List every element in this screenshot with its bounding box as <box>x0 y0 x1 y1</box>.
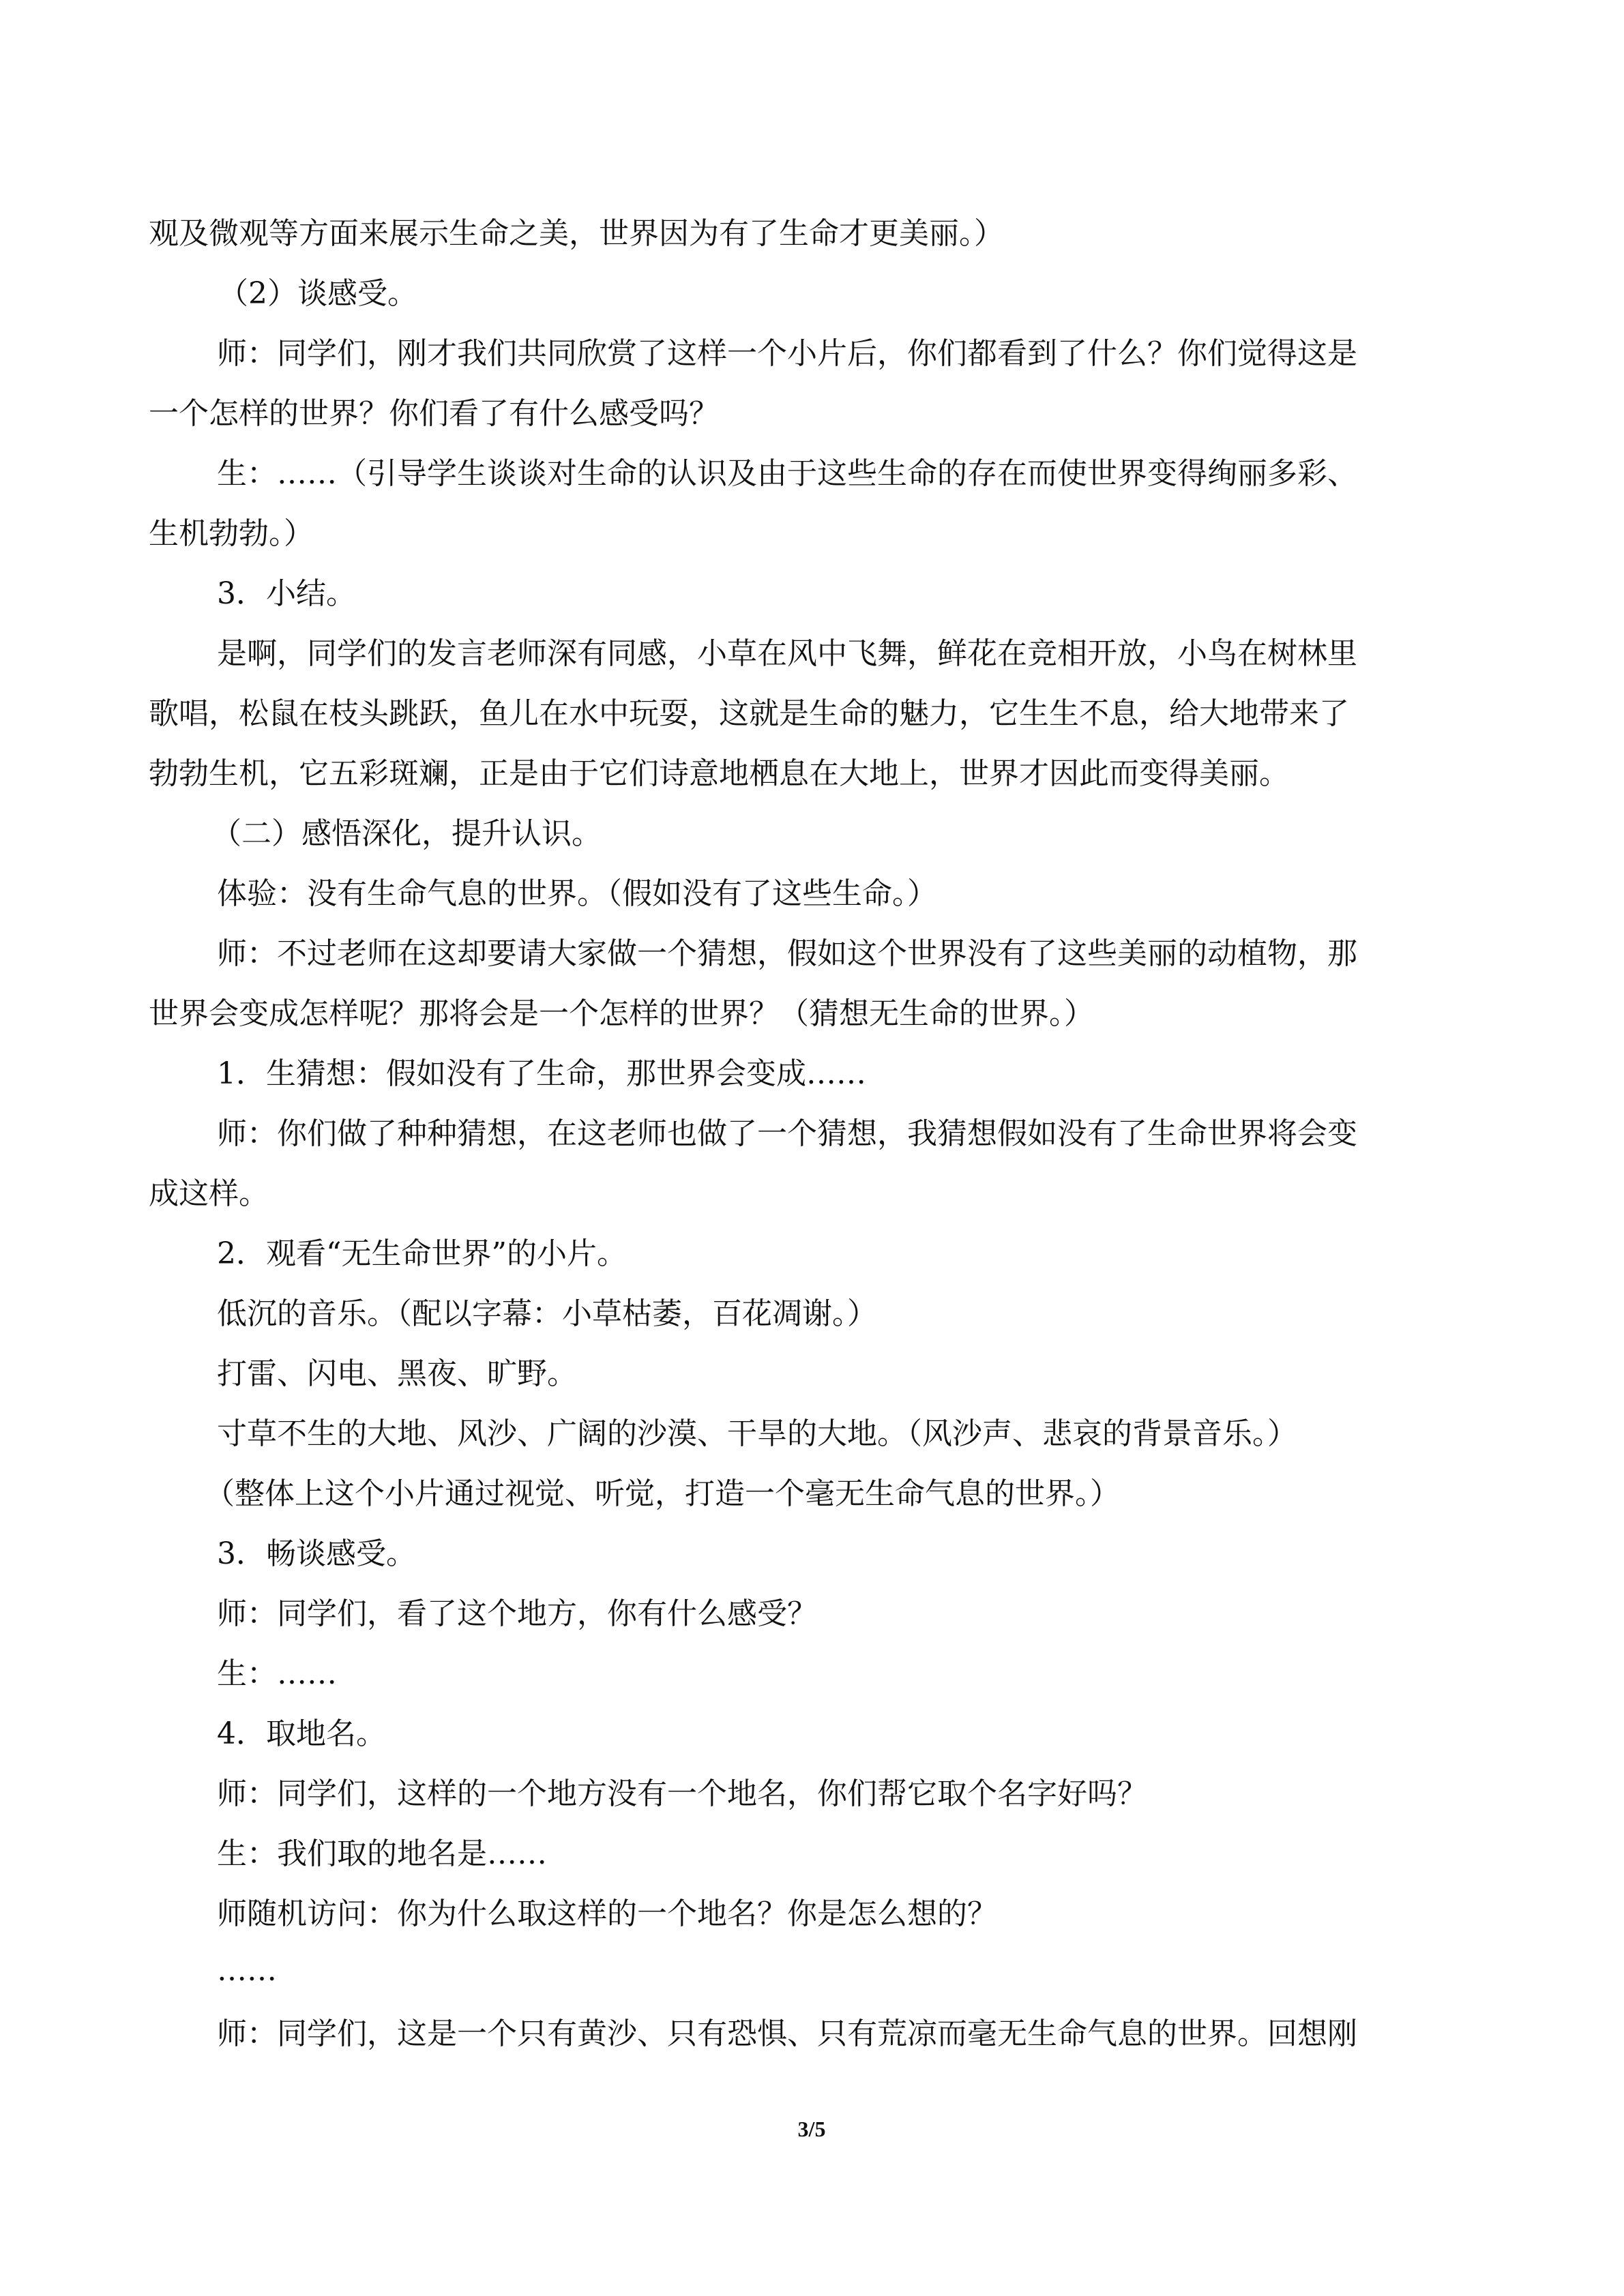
text-line: 生：……（引导学生谈谈对生命的认识及由于这些生命的存在而使世界变得绚丽多彩、 <box>217 456 1357 491</box>
text-line: …… <box>217 1953 277 1988</box>
text-line: 寸草不生的大地、风沙、广阔的沙漠、干旱的大地。（风沙声、悲哀的背景音乐。） <box>217 1416 1297 1451</box>
text-line: 勃勃生机，它五彩斑斓，正是由于它们诗意地栖息在大地上，世界才因此而变得美丽。 <box>149 756 1289 791</box>
text-line: 一个怎样的世界？你们看了有什么感受吗？ <box>149 396 719 431</box>
text-line: 1．生猜想：假如没有了生命，那世界会变成…… <box>217 1056 866 1091</box>
text-line: 3．小结。 <box>217 576 356 611</box>
text-line: 师：同学们，这是一个只有黄沙、只有恐惧、只有荒凉而毫无生命气息的世界。回想刚 <box>217 2016 1357 2051</box>
text-line: 4．取地名。 <box>217 1716 386 1751</box>
text-line: 生：我们取的地名是…… <box>217 1836 547 1871</box>
text-line: 生机勃勃。） <box>149 516 314 551</box>
text-line: 2．观看“无生命世界”的小片。 <box>217 1236 627 1271</box>
text-line: 师随机访问：你为什么取这样的一个地名？你是怎么想的？ <box>217 1896 997 1931</box>
text-line: 成这样。 <box>149 1176 269 1211</box>
text-line: （二）感悟深化，提升认识。 <box>211 816 602 851</box>
text-line: 师：你们做了种种猜想，在这老师也做了一个猜想，我猜想假如没有了生命世界将会变 <box>217 1116 1357 1151</box>
text-line: 是啊，同学们的发言老师深有同感，小草在风中飞舞，鲜花在竞相开放，小鸟在树林里 <box>217 636 1357 671</box>
text-line: 3．畅谈感受。 <box>217 1536 416 1571</box>
text-line: 世界会变成怎样呢？那将会是一个怎样的世界？（猜想无生命的世界。） <box>149 996 1094 1031</box>
text-line: 歌唱，松鼠在枝头跳跃，鱼儿在水中玩耍，这就是生命的魅力，它生生不息，给大地带来了 <box>149 696 1349 731</box>
text-line: 生：…… <box>217 1656 337 1691</box>
text-line: 师：同学们，刚才我们共同欣赏了这样一个小片后，你们都看到了什么？你们觉得这是 <box>217 336 1357 371</box>
page-number: 3/5 <box>797 2117 826 2141</box>
text-line: 师：同学们，看了这个地方，你有什么感受？ <box>217 1596 817 1631</box>
text-line: 师：不过老师在这却要请大家做一个猜想，假如这个世界没有了这些美丽的动植物，那 <box>217 936 1357 971</box>
text-line: 体验：没有生命气息的世界。（假如没有了这些生命。） <box>217 876 937 911</box>
text-line: 观及微观等方面来展示生命之美，世界因为有了生命才更美丽。） <box>149 216 1004 251</box>
text-line: 师：同学们，这样的一个地方没有一个地名，你们帮它取个名字好吗？ <box>217 1776 1147 1811</box>
text-line: （整体上这个小片通过视觉、听觉，打造一个毫无生命气息的世界。） <box>205 1476 1120 1511</box>
text-line: 打雷、闪电、黑夜、旷野。 <box>217 1356 577 1391</box>
text-line: 低沉的音乐。（配以字幕：小草枯萎，百花凋谢。） <box>217 1296 877 1331</box>
text-line: （2）谈感受。 <box>218 276 417 311</box>
